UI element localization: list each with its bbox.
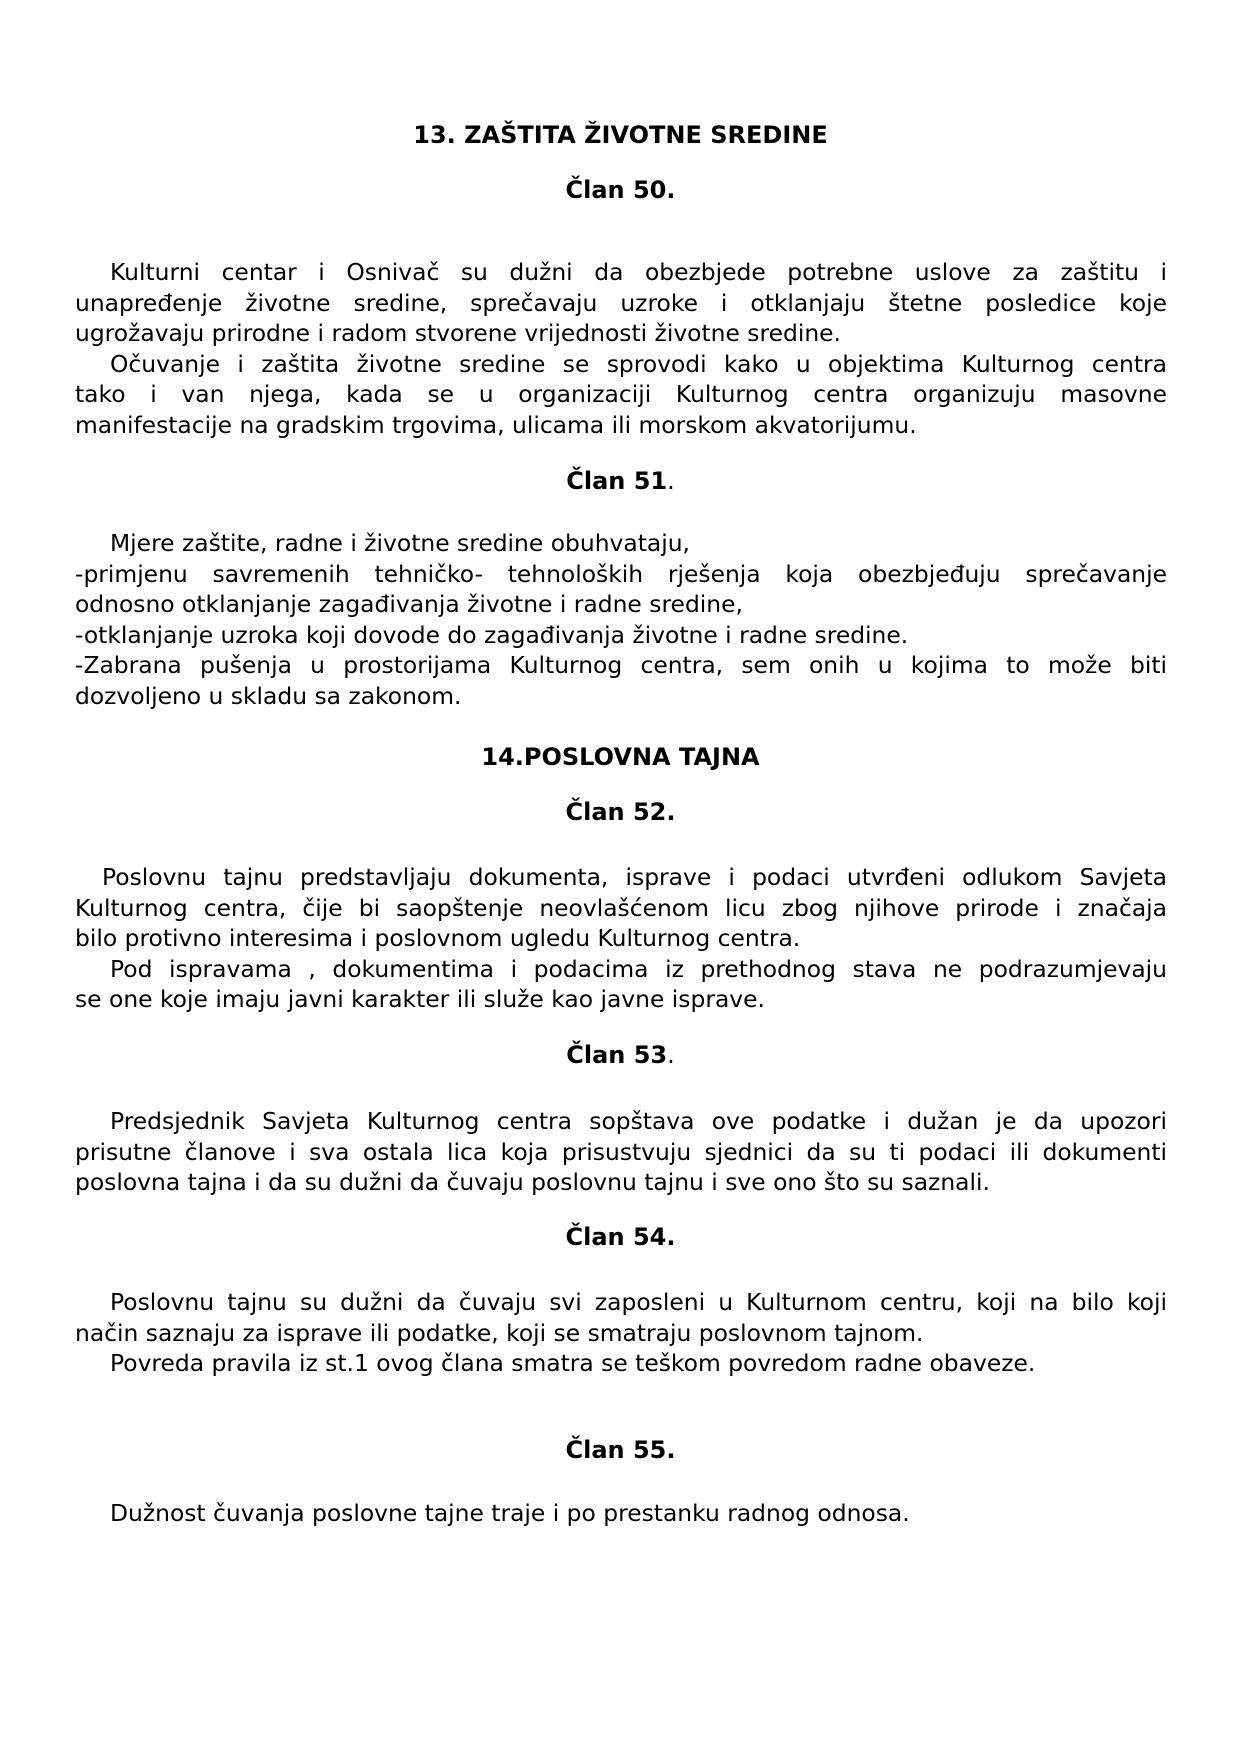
- article-50-line: tako i van njega, kada se u organizaciji Kulturnog centra organizuju masovne: [75, 380, 1167, 408]
- article-51-title: Član 51: [566, 467, 668, 495]
- article-55-heading: Član 55.: [565, 1436, 676, 1464]
- article-52-line: Poslovnu tajnu predstavljaju dokumenta, isprave i podaci utvrđeni odlukom Savjeta: [102, 863, 1167, 891]
- article-50-line: unapređenje životne sredine, sprečavaju uzroke i otklanjaju štetne posledice koje: [75, 288, 1167, 317]
- article-52-line: Kulturnog centra, čije bi saopštenje neovlašćenom licu zbog njihove prirode i značaja: [75, 893, 1167, 922]
- article-50-line: manifestacije na gradskim trgovima, ulicama ili morskom akvatorijumu.: [75, 410, 917, 439]
- article-54-body: [75, 1287, 1167, 1379]
- article-53-line: prisutne članove i sva ostala lica koja prisustvuju sjednici da su ti podaci ili dokumenti: [75, 1137, 1167, 1166]
- article-55-line: Dužnost čuvanja poslovne tajne traje i po prestanku radnog odnosa.: [110, 1499, 910, 1527]
- article-50-line: Očuvanje i zaštita životne sredine se sprovodi kako u objektima Kulturnog centra: [110, 349, 1167, 378]
- article-54-line: način saznaju za isprave ili podatke, koji se smatraju poslovnom tajnom.: [75, 1318, 924, 1347]
- article-51-line: -otklanjanje uzroka koji dovode do zagađivanja životne i radne sredine.: [75, 620, 909, 649]
- article-53-line: poslovna tajna i da su dužni da čuvaju poslovnu tajnu i sve ono što su saznali.: [75, 1168, 990, 1196]
- article-54-line: Poslovnu tajnu su dužni da čuvaju svi zaposleni u Kulturnom centru, koji na bilo koji: [110, 1288, 1167, 1316]
- article-50-line: Kulturni centar i Osnivač su dužni da obezbjede potrebne uslove za zaštitu i: [110, 258, 1167, 286]
- article-53-heading: [0, 1040, 1241, 1070]
- section-13-heading: 13. ZAŠTITA ŽIVOTNE SREDINE: [413, 121, 828, 149]
- article-54-heading: Član 54.: [565, 1223, 676, 1251]
- article-53-body: [75, 1106, 1167, 1198]
- section-14-heading: 14.POSLOVNA TAJNA: [481, 743, 760, 771]
- article-52-line: se one koje imaju javni karakter ili služe kao javne isprave.: [75, 985, 765, 1013]
- article-50-line: ugrožavaju prirodne i radom stvorene vrijednosti životne sredine.: [75, 319, 841, 347]
- article-52-heading: Član 52.: [565, 798, 676, 826]
- article-53-title-dot: .: [667, 1041, 675, 1069]
- article-51-line: dozvoljeno u skladu sa zakonom.: [75, 681, 462, 710]
- article-52-line: bilo protivno interesima i poslovnom ugledu Kulturnog centra.: [75, 924, 801, 952]
- article-50-body: [75, 257, 1167, 440]
- article-53-title: Član 53: [566, 1041, 668, 1069]
- article-51-body: [75, 528, 1167, 711]
- article-51-heading: [0, 466, 1241, 496]
- article-51-line: Mjere zaštite, radne i životne sredine obuhvataju,: [110, 529, 690, 557]
- article-51-line: -primjenu savremenih tehničko- tehnoloških rješenja koja obezbjeđuju sprečavanje: [75, 559, 1167, 588]
- article-55-body: [75, 1498, 1167, 1529]
- article-51-line: -Zabrana pušenja u prostorijama Kulturnog centra, sem onih u kojima to može biti: [75, 651, 1167, 679]
- article-51-line: odnosno otklanjanje zagađivanja životne i radne sredine,: [75, 590, 743, 618]
- article-54-line: Povreda pravila iz st.1 ovog člana smatra se teškom povredom radne obaveze.: [110, 1349, 1036, 1377]
- article-50-heading: Član 50.: [565, 176, 676, 204]
- article-51-title-dot: .: [667, 467, 675, 495]
- article-53-line: Predsjednik Savjeta Kulturnog centra sopštava ove podatke i dužan je da upozori: [110, 1107, 1167, 1135]
- article-52-line: Pod ispravama , dokumentima i podacima iz prethodnog stava ne podrazumjevaju: [110, 954, 1167, 983]
- article-52-body: [75, 862, 1167, 1015]
